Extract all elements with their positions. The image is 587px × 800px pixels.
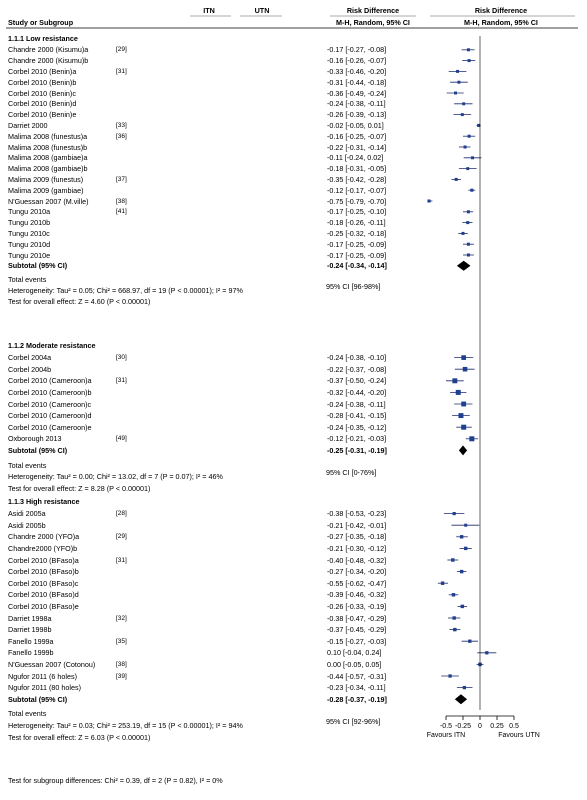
study-name: Corbel 2010 (BFaso)b [8,567,79,577]
study-name: Chandre 2000 (Kisumu)b [8,56,89,66]
heterogeneity-text: Heterogeneity: Tau² = 0.05; Chi² = 668.97, df = 19 (P < 0.00001); I² = 97% [8,285,243,295]
study-ci: -0.16 [-0.25, -0.07] [327,131,387,141]
study-ci: 0.10 [-0.04, 0.24] [327,648,382,658]
study-ci: -0.21 [-0.30, -0.12] [327,543,387,553]
study-name: Corbel 2010 (BFaso)e [8,601,79,611]
point-estimate [452,616,455,619]
point-estimate [441,581,444,584]
point-estimate [461,425,466,430]
study-name: Malima 2008 (gambiae)b [8,164,88,174]
point-estimate [456,390,461,395]
total-events-label: Total events [8,275,47,285]
point-estimate [457,81,460,84]
study-ci: -0.37 [-0.50, -0.24] [327,376,387,386]
study-name: Tungu 2010e [8,250,51,260]
study-ci: -0.55 [-0.62, -0.47] [327,578,387,588]
x-tick-label: 0 [478,723,482,730]
study-name: N'Guessan 2007 (Cotonou) [8,659,96,669]
heterogeneity-text: Heterogeneity: Tau² = 0.03; Chi² = 253.19, df = 15 (P < 0.00001); I² = 94% [8,720,243,730]
subgroup-title: 1.1.1 Low resistance [8,34,78,43]
study-reference: [37] [116,175,127,183]
point-estimate [462,102,465,105]
point-estimate [453,512,456,515]
subgroup-differences-text: Test for subgroup differences: Chi² = 0.39, df = 2 (P = 0.82), I² = 0% [8,776,223,785]
i2-ci-text: 95% CI [96-98%] [326,281,381,291]
study-ci: -0.02 [-0.05, 0.01] [327,120,384,130]
point-estimate [466,221,469,224]
point-estimate [468,640,471,643]
point-estimate [455,178,458,181]
study-name: Ngufor 2011 (80 holes) [8,683,81,693]
study-name: Tungu 2010b [8,218,51,228]
point-estimate [452,593,455,596]
point-estimate [461,232,464,235]
study-ci: -0.39 [-0.46, -0.32] [327,590,387,600]
total-events-label: Total events [8,460,47,470]
point-estimate [467,210,470,213]
subgroup-title: 1.1.3 High resistance [8,497,80,506]
study-reference: [31] [116,377,127,385]
study-reference: [31] [116,556,127,564]
study-name: Darriet 1998b [8,625,52,635]
study-name: Chandre 2000 (Kisumu)a [8,45,89,55]
study-ci: -0.26 [-0.33, -0.19] [327,601,387,611]
point-estimate [464,524,467,527]
study-ci: -0.23 [-0.34, -0.11] [327,683,386,693]
point-estimate [470,189,473,192]
i2-ci-text: 95% CI [0-76%] [326,468,377,478]
point-estimate [471,156,474,159]
col-study-header: Study or Subgroup [8,18,74,27]
subtotal-label: Subtotal (95% CI) [8,445,68,455]
point-estimate [485,651,488,654]
group1-header: ITN [203,6,215,15]
study-ci: -0.24 [-0.38, -0.10] [327,353,387,363]
study-name: Tungu 2010d [8,239,51,249]
study-name: Corbel 2010 (Cameroon)e [8,422,92,432]
point-estimate [469,436,474,441]
study-name: Corbel 2010 (BFaso)d [8,590,79,600]
study-ci: -0.12 [-0.21, -0.03] [327,434,387,444]
study-reference: [29] [116,533,127,541]
point-estimate [461,402,466,407]
study-ci: -0.75 [-0.79, -0.70] [327,196,387,206]
overall-effect-text: Test for overall effect: Z = 8.28 (P < 0.00001) [8,483,151,493]
study-ci: -0.27 [-0.35, -0.18] [327,532,387,542]
overall-effect-text: Test for overall effect: Z = 4.60 (P < 0.00001) [8,296,151,306]
study-name: Fanello 1999a [8,636,54,646]
study-reference: [49] [116,435,127,443]
favours-itn-label: Favours ITN [426,732,466,739]
x-tick-label: 0.25 [490,723,504,730]
study-name: Malima 2008 (funestus)a [8,131,88,141]
study-ci: -0.25 [-0.32, -0.18] [327,228,387,238]
study-ci: -0.17 [-0.27, -0.08] [327,45,387,55]
study-ci: -0.17 [-0.25, -0.10] [327,207,387,217]
point-estimate [464,145,467,148]
study-ci: -0.28 [-0.41, -0.15] [327,411,387,421]
point-estimate [467,243,470,246]
x-tick-label: -0.25 [455,723,471,730]
study-ci: -0.36 [-0.49, -0.24] [327,88,387,98]
study-name: Corbel 2010 (Cameroon)a [8,376,92,386]
study-ci: -0.18 [-0.26, -0.11] [327,218,386,228]
point-estimate [456,70,459,73]
point-estimate [467,253,470,256]
point-estimate [451,558,454,561]
study-reference: [38] [116,197,127,205]
point-estimate [460,570,463,573]
study-name: Fanello 1999b [8,648,54,658]
point-estimate [468,135,471,138]
subtotal-diamond [457,261,471,271]
study-ci: -0.24 [-0.38, -0.11] [327,399,386,409]
study-reference: [28] [116,510,127,518]
x-tick-label: -0.5 [439,723,453,730]
col-method-header: M-H, Random, 95% CI [336,18,410,27]
study-ci: -0.17 [-0.25, -0.09] [327,250,387,260]
study-name: Tungu 2010c [8,228,50,238]
study-name: Chandre 2000 (YFO)a [8,532,80,542]
study-ci: -0.11 [-0.24, 0.02] [327,153,384,163]
study-name: Darriet 1998a [8,613,52,623]
study-name: Corbel 2010 (Benin)a [8,66,77,76]
point-estimate [468,59,471,62]
study-ci: -0.26 [-0.39, -0.13] [327,110,387,120]
favours-utn-label: Favours UTN [498,732,540,739]
study-reference: [35] [116,637,127,645]
group2-header: UTN [254,6,270,15]
study-name: Corbel 2010 (Benin)c [8,88,76,98]
study-ci: -0.22 [-0.31, -0.14] [327,142,387,152]
study-name: Malima 2008 (funestus)b [8,142,88,152]
plot-title: Risk Difference [474,6,528,15]
study-reference: [39] [116,672,127,680]
study-name: Ngufor 2011 (6 holes) [8,671,77,681]
study-name: Corbel 2010 (Cameroon)c [8,399,92,409]
point-estimate [463,686,466,689]
subtotal-ci: -0.25 [-0.31, -0.19] [327,445,387,455]
study-ci: -0.33 [-0.46, -0.20] [327,66,387,76]
study-name: N'Guessan 2007 (M.ville) [8,196,89,206]
study-name: Corbel 2010 (Benin)b [8,77,77,87]
subtotal-label: Subtotal (95% CI) [8,261,68,271]
point-estimate [461,113,464,116]
point-estimate [427,199,430,202]
study-ci: -0.31 [-0.44, -0.18] [327,77,387,87]
study-ci: -0.35 [-0.42, -0.28] [327,174,387,184]
study-reference: [38] [116,660,127,668]
study-name: Corbel 2004b [8,364,52,374]
point-estimate [448,674,451,677]
study-reference: [31] [116,67,127,75]
study-ci: -0.24 [-0.38, -0.11] [327,99,386,109]
study-reference: [36] [116,132,127,140]
point-estimate [467,48,470,51]
study-name: Asidi 2005a [8,509,46,519]
point-estimate [454,92,457,95]
study-reference: [33] [116,121,127,129]
subtotal-diamond [455,694,467,704]
study-name: Corbel 2010 (Benin)d [8,99,77,109]
study-ci: -0.22 [-0.37, -0.08] [327,364,387,374]
overall-effect-text: Test for overall effect: Z = 6.03 (P < 0.00001) [8,732,151,742]
study-name: Corbel 2010 (Cameroon)b [8,387,92,397]
study-ci: -0.17 [-0.25, -0.09] [327,239,387,249]
study-name: Malima 2009 (gambiae) [8,185,84,195]
study-ci: -0.24 [-0.35, -0.12] [327,422,387,432]
subtotal-ci: -0.28 [-0.37, -0.19] [327,694,387,704]
study-ci: -0.18 [-0.31, -0.05] [327,164,387,174]
point-estimate [453,628,456,631]
study-name: Darriet 2000 [8,120,48,130]
study-reference: [29] [116,46,127,54]
point-estimate [458,413,463,418]
study-ci: -0.15 [-0.27, -0.03] [327,636,387,646]
study-name: Malima 2008 (gambiae)a [8,153,88,163]
study-reference: [32] [116,614,127,622]
subgroup-title: 1.1.2 Moderate resistance [8,341,96,350]
point-estimate [461,605,464,608]
study-name: Oxborough 2013 [8,434,62,444]
study-ci: -0.38 [-0.53, -0.23] [327,509,387,519]
heterogeneity-text: Heterogeneity: Tau² = 0.00; Chi² = 13.02, df = 7 (P = 0.07); I² = 46% [8,472,223,482]
total-events-label: Total events [8,709,47,719]
point-estimate [461,355,466,360]
study-name: Corbel 2004a [8,353,52,363]
plot-method-header: M-H, Random, 95% CI [464,18,538,27]
study-ci: 0.00 [-0.05, 0.05] [327,659,382,669]
x-tick-label: 0.5 [509,723,519,730]
study-ci: -0.44 [-0.57, -0.31] [327,671,387,681]
point-estimate [452,378,457,383]
study-name: Corbel 2010 (Benin)e [8,110,77,120]
study-reference: [30] [116,354,127,362]
point-estimate [463,367,468,372]
study-ci: -0.27 [-0.34, -0.20] [327,567,387,577]
study-name: Tungu 2010a [8,207,51,217]
effect-title: Risk Difference [346,6,400,15]
study-ci: -0.12 [-0.17, -0.07] [327,185,387,195]
study-name: Malima 2009 (funestus) [8,174,84,184]
study-name: Corbel 2010 (BFaso)a [8,555,79,565]
study-name: Asidi 2005b [8,520,46,530]
subtotal-label: Subtotal (95% CI) [8,694,68,704]
study-name: Chandre2000 (YFO)b [8,543,78,553]
study-ci: -0.21 [-0.42, -0.01] [327,520,387,530]
subtotal-diamond [459,445,467,455]
point-estimate [464,547,467,550]
point-estimate [466,167,469,170]
study-ci: -0.38 [-0.47, -0.29] [327,613,387,623]
study-name: Corbel 2010 (Cameroon)d [8,411,92,421]
i2-ci-text: 95% CI [92-96%] [326,716,381,726]
study-reference: [41] [116,208,127,216]
study-ci: -0.32 [-0.44, -0.20] [327,387,387,397]
point-estimate [460,535,463,538]
study-ci: -0.40 [-0.48, -0.32] [327,555,387,565]
subtotal-ci: -0.24 [-0.34, -0.14] [327,261,387,271]
study-ci: -0.16 [-0.26, -0.07] [327,56,387,66]
study-ci: -0.37 [-0.45, -0.29] [327,625,387,635]
study-name: Corbel 2010 (BFaso)c [8,578,79,588]
